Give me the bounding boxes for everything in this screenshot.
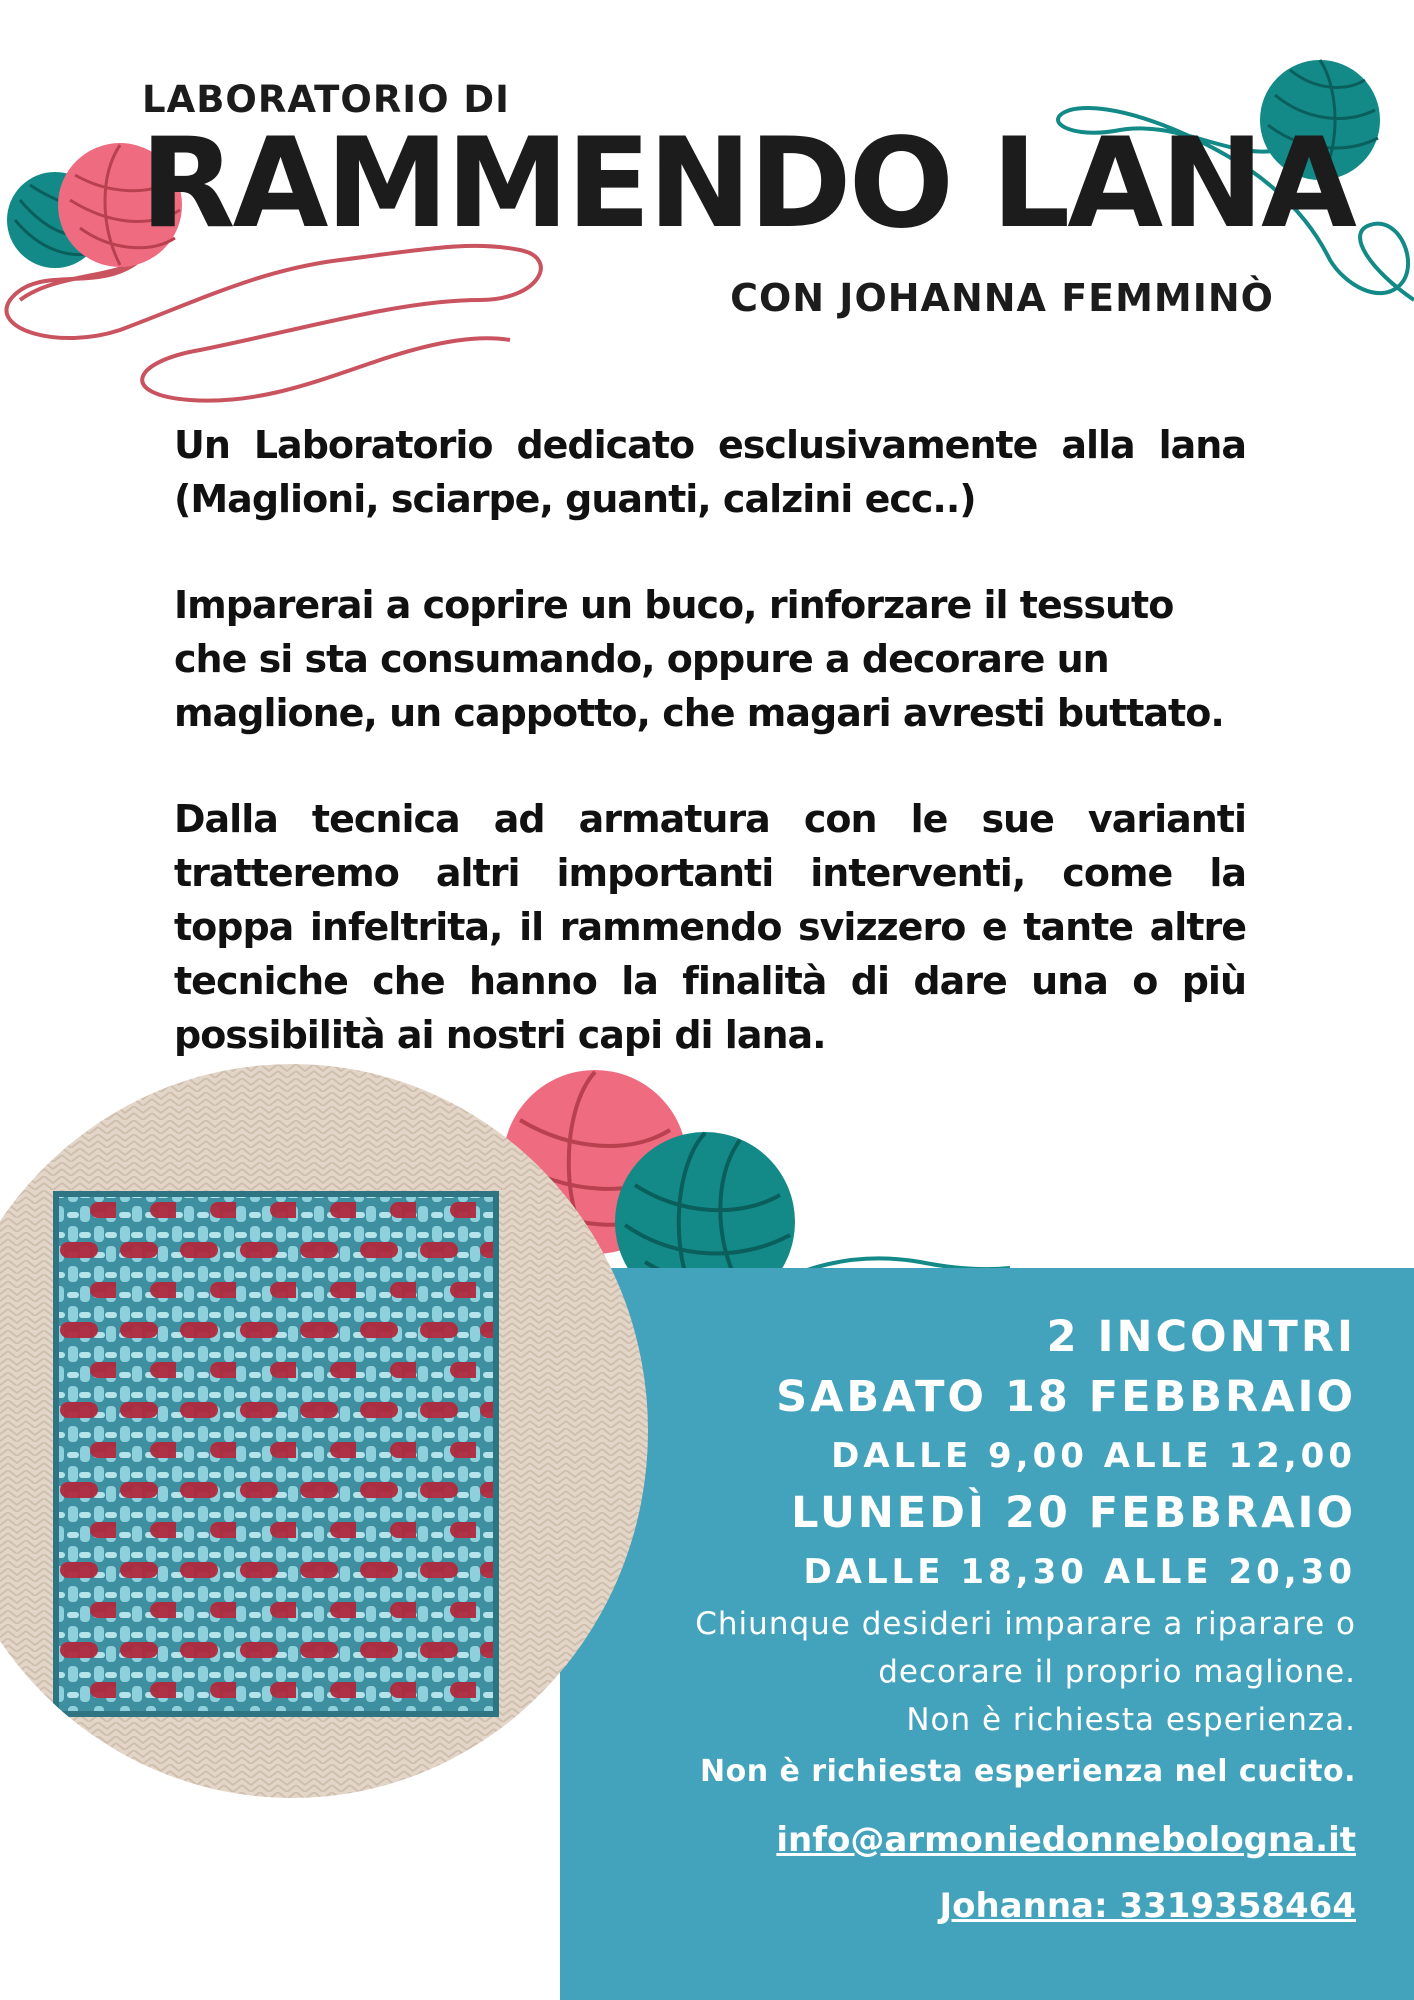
contact-phone-link[interactable]: Johanna: 3319358464: [939, 1886, 1356, 1926]
description-paragraph: Imparerai a coprire un buco, rinforzare il tessuto che si sta consumando, oppure a decorare un maglione, un cappotto, che magari avresti buttato.: [174, 583, 1224, 735]
techniques-paragraph: Dalla tecnica ad armatura con le sue varianti tratteremo altri importanti interventi, come la toppa infeltrita, il rammendo svizzero e tante altre tecniche che hanno la finalità di dare una o più possibilità ai nostri capi di lana.: [174, 797, 1246, 1057]
intro-paragraph: Un Laboratorio dedicato esclusivamente alla lana (Maglioni, sciarpe, guanti, calzini ecc..): [174, 423, 1246, 521]
event-time-2: DALLE 18,30 ALLE 20,30: [803, 1552, 1356, 1592]
event-note: Non è richiesta esperienza.: [906, 1702, 1356, 1738]
contact-email-link[interactable]: info@armoniedonnebologna.it: [776, 1820, 1356, 1860]
page-title: RAMMENDO LANA: [140, 112, 1354, 256]
event-date-2: LUNEDÌ 20 FEBBRAIO: [791, 1488, 1356, 1538]
event-count: 2 INCONTRI: [1046, 1312, 1356, 1362]
title-kicker: LABORATORIO DI: [142, 78, 510, 121]
event-time-1: DALLE 9,00 ALLE 12,00: [831, 1436, 1356, 1476]
event-note-bold: Non è richiesta esperienza nel cucito.: [700, 1754, 1356, 1789]
event-date-1: SABATO 18 FEBBRAIO: [776, 1372, 1356, 1422]
title-byline: CON JOHANNA FEMMINÒ: [730, 276, 1274, 320]
event-note: Chiunque desideri imparare a riparare o: [695, 1606, 1356, 1642]
yarn-thread-icon: [7, 246, 541, 401]
event-note: decorare il proprio maglione.: [878, 1654, 1356, 1690]
